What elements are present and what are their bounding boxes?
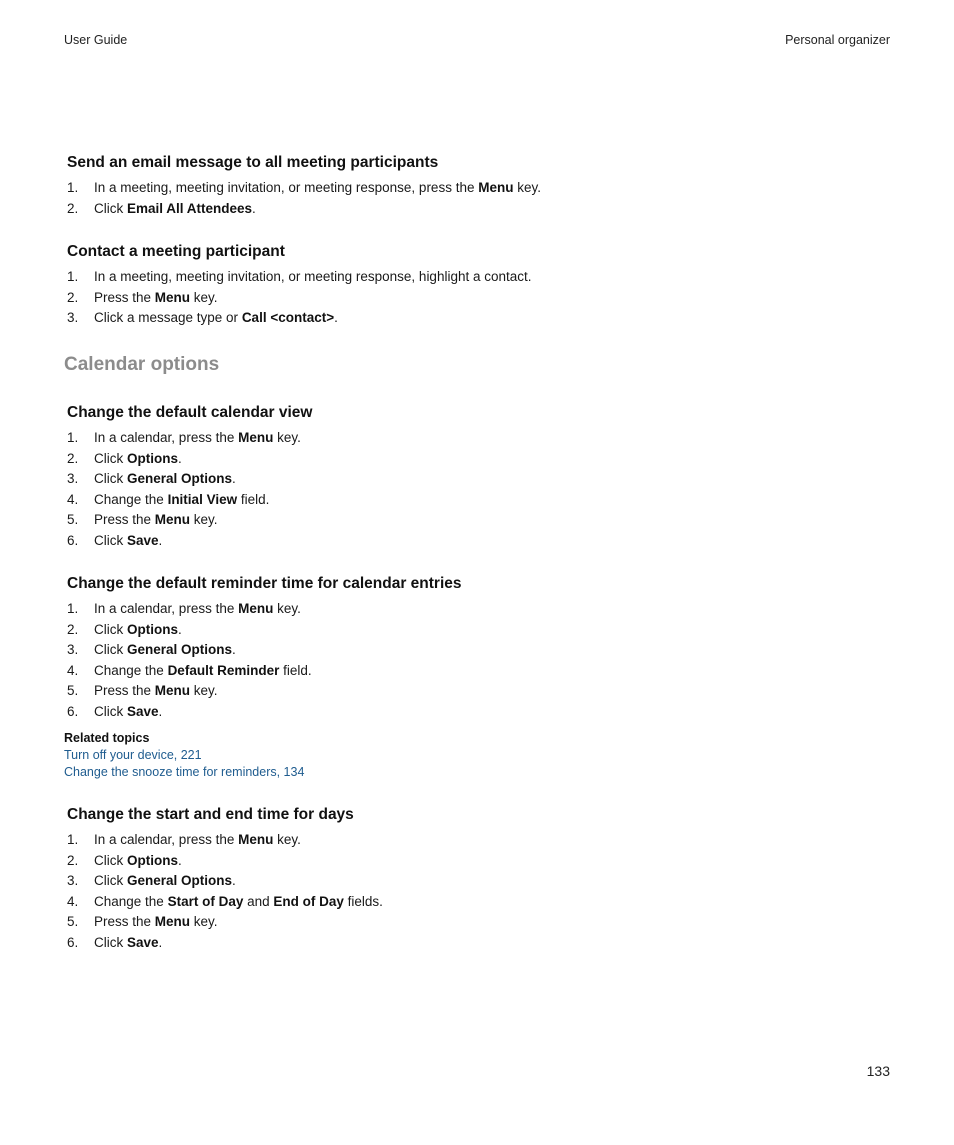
steps-list [64,178,890,219]
section-email-attendees [64,153,890,219]
step-number: 5. [67,914,79,930]
step-item [64,531,890,552]
step-number: 3. [67,471,79,487]
step-emphasis: Call <contact> [241,310,335,326]
step-item [64,702,890,723]
step-number: 4. [67,662,79,678]
step-number: 6. [67,934,79,950]
steps-list [64,599,890,723]
step-number: 6. [67,703,79,719]
step-text: and [243,893,274,909]
step-number: 2. [67,852,79,868]
step-emphasis: Save [127,532,159,548]
step-text: . [334,310,338,326]
step-number: 3. [67,310,79,326]
step-text: field. [237,491,270,507]
step-text: Change the [94,893,168,909]
step-text: Click [94,532,127,548]
step-text: Click [94,450,127,466]
step-emphasis: Menu [154,512,191,528]
steps-list [64,267,890,329]
section-title: Send an email message to all meeting participants [67,154,439,171]
step-item [64,599,890,620]
step-text: In a calendar, press the [94,832,239,847]
step-number: 2. [67,289,79,305]
step-emphasis: Menu [154,914,191,930]
step-text: . [178,621,182,637]
step-text: key. [273,430,301,445]
step-emphasis: Save [127,934,159,950]
step-item [64,851,890,872]
step-number: 2. [67,621,79,637]
step-text: . [252,200,256,216]
chapter-heading: Calendar options [64,354,220,375]
step-item [64,449,890,470]
step-emphasis: Start of Day [167,893,244,909]
step-text: Click [94,873,127,889]
step-text: key. [190,914,218,930]
step-number: 5. [67,512,79,528]
section-start-end-time [64,805,890,954]
step-item [64,469,890,490]
step-item [64,661,890,682]
step-number: 3. [67,873,79,889]
step-item [64,912,890,933]
step-text: Change the [94,662,168,678]
step-text: . [158,934,163,950]
step-text: . [232,873,236,889]
step-item [64,681,890,702]
step-text: Click [94,621,127,637]
step-item [64,640,890,661]
step-text: key. [513,180,541,195]
step-item [64,510,890,531]
section-title: Change the default calendar view [67,404,313,421]
step-item [64,830,890,851]
step-text: fields. [343,893,383,909]
step-item [64,490,890,511]
step-emphasis: Email All Attendees [127,200,253,216]
step-text: Click [94,471,127,487]
step-emphasis: End of Day [273,893,344,909]
step-text: key. [190,512,218,528]
step-number: 5. [67,683,79,699]
step-item [64,428,890,449]
step-number: 1. [67,601,79,616]
step-text: . [158,703,163,719]
step-number: 4. [67,893,79,909]
step-emphasis: Initial View [167,491,238,507]
step-text: Press the [94,289,155,305]
step-item [64,892,890,913]
related-topics-title: Related topics [64,730,150,745]
step-number: 2. [67,450,79,466]
step-text: In a meeting, meeting invitation, or meeting response, highlight a contact. [94,269,532,284]
step-text: Click [94,200,127,216]
step-number: 1. [67,430,79,445]
step-text: . [178,852,182,868]
step-emphasis: General Options [127,642,233,658]
step-text: Click [94,642,127,658]
step-number: 4. [67,491,79,507]
step-emphasis: Menu [238,832,274,847]
section-title: Contact a meeting participant [67,243,285,260]
step-emphasis: Save [127,703,159,719]
step-emphasis: Menu [478,180,514,195]
step-text: key. [190,683,218,699]
step-emphasis: Menu [154,683,191,699]
step-emphasis: Menu [238,430,274,445]
step-item [64,308,890,329]
step-text: . [158,532,163,548]
step-item [64,288,890,309]
step-item [64,620,890,641]
related-topics [64,730,890,781]
step-text: Click [94,852,127,868]
steps-list [64,428,890,552]
running-header-left: User Guide [64,33,128,47]
steps-list [64,830,890,954]
step-number: 1. [67,180,79,195]
step-text: key. [190,289,218,305]
step-emphasis: Menu [238,601,274,616]
step-text: key. [273,601,301,616]
step-emphasis: Options [127,621,178,637]
related-link-turn-off-device[interactable]: Turn off your device, 221 [64,747,202,762]
step-number: 2. [67,200,79,216]
step-text: Press the [94,914,155,930]
step-text: . [178,450,182,466]
step-text: In a calendar, press the [94,601,239,616]
step-number: 1. [67,269,79,284]
section-default-view [64,403,890,552]
section-contact-participant [64,242,890,329]
step-number: 1. [67,832,79,847]
step-text: key. [273,832,301,847]
step-text: Press the [94,683,155,699]
step-emphasis: Menu [154,289,191,305]
step-text: . [232,642,236,658]
step-item [64,871,890,892]
step-emphasis: General Options [127,873,233,889]
step-emphasis: Options [127,450,178,466]
step-item [64,178,890,199]
step-text: Press the [94,512,155,528]
step-text: Change the [94,491,168,507]
step-item [64,933,890,954]
step-text: . [232,471,236,487]
step-text: Click a message type or [94,310,242,326]
section-default-reminder [64,574,890,781]
step-text: Click [94,703,127,719]
step-emphasis: Options [127,852,178,868]
step-emphasis: Default Reminder [167,662,280,678]
step-emphasis: General Options [127,471,233,487]
related-link-snooze-time[interactable]: Change the snooze time for reminders, 134 [64,764,305,779]
section-title: Change the start and end time for days [67,806,354,823]
step-number: 6. [67,532,79,548]
page-number: 133 [866,1063,890,1079]
step-text: field. [279,662,312,678]
step-item [64,267,890,288]
step-text: In a calendar, press the [94,430,239,445]
running-header-right: Personal organizer [785,33,890,47]
section-title: Change the default reminder time for calendar entries [67,575,462,592]
step-text: Click [94,934,127,950]
step-text: In a meeting, meeting invitation, or meeting response, press the [94,180,479,195]
calendar-options-heading-block [64,353,890,377]
step-number: 3. [67,642,79,658]
step-item [64,199,890,220]
